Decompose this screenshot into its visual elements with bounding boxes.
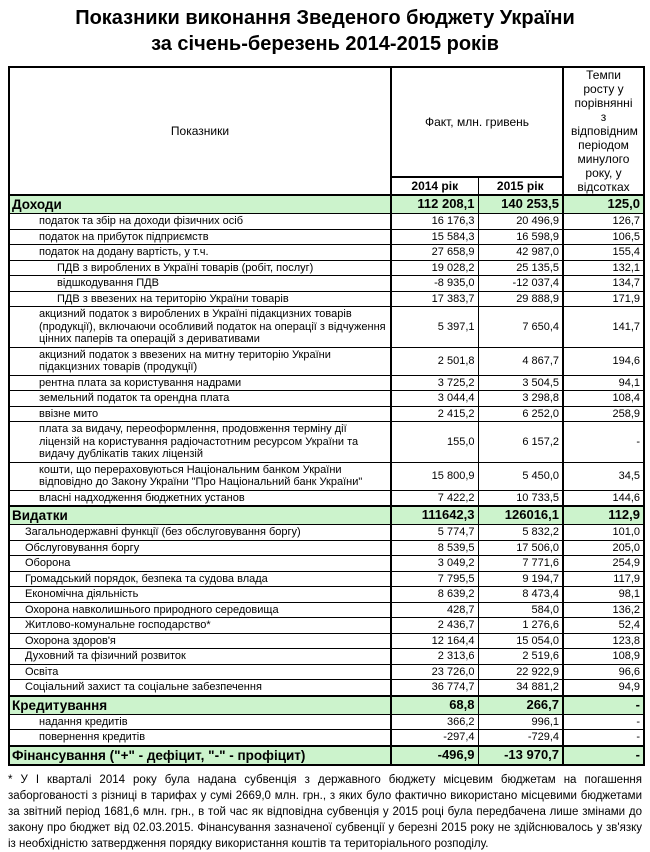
row-label: податок та збір на доходи фізичних осіб	[9, 214, 391, 230]
table-header	[9, 67, 644, 195]
table-row	[9, 375, 644, 391]
table-row	[9, 730, 644, 746]
row-value-2015: -729,4	[478, 730, 563, 746]
row-value-2015: -13 970,7	[478, 746, 563, 765]
row-growth: -	[563, 714, 644, 730]
row-growth: 254,9	[563, 556, 644, 572]
row-label: власні надходження бюджетних установ	[9, 490, 391, 506]
table-row	[9, 664, 644, 680]
row-label: повернення кредитів	[9, 730, 391, 746]
row-value-2014: -496,9	[391, 746, 478, 765]
table-row	[9, 195, 644, 214]
budget-table	[8, 66, 645, 766]
row-value-2014: 8 539,5	[391, 540, 478, 556]
row-value-2015: 5 450,0	[478, 462, 563, 490]
row-value-2014: 366,2	[391, 714, 478, 730]
table-row	[9, 506, 644, 525]
row-growth: 94,1	[563, 375, 644, 391]
table-row	[9, 746, 644, 765]
table-row	[9, 633, 644, 649]
row-growth: 52,4	[563, 618, 644, 634]
row-value-2014: 2 436,7	[391, 618, 478, 634]
row-value-2014: 155,0	[391, 422, 478, 463]
row-value-2015: 584,0	[478, 602, 563, 618]
table-row	[9, 462, 644, 490]
row-value-2015: 7 771,6	[478, 556, 563, 572]
row-value-2015: 42 987,0	[478, 245, 563, 261]
row-label: ПДВ з вироблених в Україні товарів (робіт, послуг)	[9, 260, 391, 276]
row-value-2014: 3 725,2	[391, 375, 478, 391]
row-value-2015: 3 298,8	[478, 391, 563, 407]
table-row	[9, 260, 644, 276]
row-value-2014: -297,4	[391, 730, 478, 746]
row-growth: 134,7	[563, 276, 644, 292]
row-growth: 98,1	[563, 587, 644, 603]
row-growth: 96,6	[563, 664, 644, 680]
row-label: Загальнодержавні функції (без обслуговування боргу)	[9, 525, 391, 541]
table-row	[9, 245, 644, 261]
table-row	[9, 680, 644, 696]
row-value-2014: 5 397,1	[391, 307, 478, 348]
row-value-2015: 25 135,5	[478, 260, 563, 276]
table-row	[9, 291, 644, 307]
row-label: акцизний податок з вироблених в Україні підакцизних товарів (продукції), включаючи особливий податок на операції з відчуження цінних паперів та операцій з деривативами	[9, 307, 391, 348]
row-value-2015: 29 888,9	[478, 291, 563, 307]
row-value-2015: 15 054,0	[478, 633, 563, 649]
row-growth: 101,0	[563, 525, 644, 541]
table-row	[9, 490, 644, 506]
row-label: Фінансування ("+" - дефіцит, "-" - профіцит)	[9, 746, 391, 765]
row-growth: 117,9	[563, 571, 644, 587]
row-value-2014: 15 584,3	[391, 229, 478, 245]
row-label: рентна плата за користування надрами	[9, 375, 391, 391]
table-row	[9, 714, 644, 730]
table-row	[9, 696, 644, 715]
row-label: відшкодування ПДВ	[9, 276, 391, 292]
table-row	[9, 525, 644, 541]
row-growth: 258,9	[563, 406, 644, 422]
row-label: податок на прибуток підприємств	[9, 229, 391, 245]
table-row	[9, 602, 644, 618]
row-value-2014: 27 658,9	[391, 245, 478, 261]
row-label: Кредитування	[9, 696, 391, 715]
row-growth: 171,9	[563, 291, 644, 307]
row-label: Житлово-комунальне господарство*	[9, 618, 391, 634]
row-label: Соціальний захист та соціальне забезпечення	[9, 680, 391, 696]
row-growth: 126,7	[563, 214, 644, 230]
row-label: податок на додану вартість, у т.ч.	[9, 245, 391, 261]
row-growth: 194,6	[563, 347, 644, 375]
row-value-2015: 996,1	[478, 714, 563, 730]
row-value-2014: 428,7	[391, 602, 478, 618]
row-value-2015: 3 504,5	[478, 375, 563, 391]
row-value-2014: 112 208,1	[391, 195, 478, 214]
table-row	[9, 347, 644, 375]
row-label: Видатки	[9, 506, 391, 525]
row-label: ввізне мито	[9, 406, 391, 422]
row-value-2014: 23 726,0	[391, 664, 478, 680]
row-growth: 108,9	[563, 649, 644, 665]
row-growth: 106,5	[563, 229, 644, 245]
header-year-2014: 2014 рік	[391, 177, 478, 195]
row-value-2014: 3 049,2	[391, 556, 478, 572]
row-value-2015: 8 473,4	[478, 587, 563, 603]
row-value-2015: 1 276,6	[478, 618, 563, 634]
row-value-2014: 2 415,2	[391, 406, 478, 422]
row-label: ПДВ з ввезених на територію України товарів	[9, 291, 391, 307]
row-value-2014: 7 422,2	[391, 490, 478, 506]
row-growth: 205,0	[563, 540, 644, 556]
row-label: Економічна діяльність	[9, 587, 391, 603]
header-year-2015: 2015 рік	[478, 177, 563, 195]
row-value-2015: 22 922,9	[478, 664, 563, 680]
table-row	[9, 540, 644, 556]
row-value-2015: 16 598,9	[478, 229, 563, 245]
row-value-2014: 7 795,5	[391, 571, 478, 587]
row-value-2014: 111642,3	[391, 506, 478, 525]
row-value-2015: 140 253,5	[478, 195, 563, 214]
row-growth: 123,8	[563, 633, 644, 649]
table-row	[9, 618, 644, 634]
row-label: земельний податок та орендна плата	[9, 391, 391, 407]
row-growth: 136,2	[563, 602, 644, 618]
table-row	[9, 276, 644, 292]
row-growth: 141,7	[563, 307, 644, 348]
row-value-2015: 20 496,9	[478, 214, 563, 230]
table-row	[9, 649, 644, 665]
table-row	[9, 307, 644, 348]
row-growth: -	[563, 730, 644, 746]
row-value-2015: 17 506,0	[478, 540, 563, 556]
page-title-line1: Показники виконання Зведеного бюджету України	[75, 7, 575, 29]
footnote-text: * У І кварталі 2014 року була надана субвенція з державного бюджету місцевим бюджетам на погашення заборгованості з різниці в тарифах у сумі 2669,0 млн. грн., з яких було фактично використано місцевими бюджетами за звітний період 1681,6 млн. грн., в той час як відповідна субвенція у 2015 році була передбачена лише змінами до закону про бюджет від 02.03.2015. Фінансування зазначеної субвенції у березні 2015 року не здійснювалось у зв'язку із необхідністю затвердження порядку використання коштів та територіального розподілу.	[8, 773, 642, 850]
row-value-2015: 10 733,5	[478, 490, 563, 506]
row-value-2015: 126016,1	[478, 506, 563, 525]
row-value-2014: 8 639,2	[391, 587, 478, 603]
page-title-line2: за січень-березень 2014-2015 років	[151, 33, 499, 55]
header-row-main	[9, 67, 644, 177]
row-value-2014: 15 800,9	[391, 462, 478, 490]
row-label: акцизний податок з ввезених на митну територію України підакцизних товарів (продукції)	[9, 347, 391, 375]
row-growth: -	[563, 746, 644, 765]
table-row	[9, 229, 644, 245]
row-value-2014: 2 313,6	[391, 649, 478, 665]
row-growth: 125,0	[563, 195, 644, 214]
row-value-2014: -8 935,0	[391, 276, 478, 292]
table-row	[9, 556, 644, 572]
row-value-2014: 12 164,4	[391, 633, 478, 649]
row-growth: 155,4	[563, 245, 644, 261]
row-growth: -	[563, 422, 644, 463]
row-label: Доходи	[9, 195, 391, 214]
table-row	[9, 571, 644, 587]
table-row	[9, 406, 644, 422]
row-growth: 108,4	[563, 391, 644, 407]
row-growth: 112,9	[563, 506, 644, 525]
page-title	[0, 0, 650, 57]
row-label: надання кредитів	[9, 714, 391, 730]
row-value-2015: 4 867,7	[478, 347, 563, 375]
row-value-2014: 36 774,7	[391, 680, 478, 696]
row-value-2014: 19 028,2	[391, 260, 478, 276]
row-value-2014: 3 044,4	[391, 391, 478, 407]
table-row	[9, 214, 644, 230]
row-growth: 94,9	[563, 680, 644, 696]
row-label: Оборона	[9, 556, 391, 572]
row-label: Громадський порядок, безпека та судова влада	[9, 571, 391, 587]
row-label: плата за видачу, переоформлення, продовження терміну дії ліцензій на користування радіочастотним ресурсом України та видачу дублікатів таких ліцензій	[9, 422, 391, 463]
header-indicators: Показники	[9, 67, 391, 195]
table-body	[9, 195, 644, 765]
header-fact: Факт, млн. гривень	[391, 67, 563, 177]
row-value-2014: 5 774,7	[391, 525, 478, 541]
table-row	[9, 422, 644, 463]
row-label: Духовний та фізичний розвиток	[9, 649, 391, 665]
row-value-2015: 34 881,2	[478, 680, 563, 696]
row-value-2015: 2 519,6	[478, 649, 563, 665]
row-value-2014: 17 383,7	[391, 291, 478, 307]
row-value-2015: 266,7	[478, 696, 563, 715]
row-label: Обслуговування боргу	[9, 540, 391, 556]
row-label: Охорона здоров'я	[9, 633, 391, 649]
row-value-2015: 5 832,2	[478, 525, 563, 541]
row-label: Освіта	[9, 664, 391, 680]
row-value-2015: 6 157,2	[478, 422, 563, 463]
row-growth: 34,5	[563, 462, 644, 490]
row-value-2015: 7 650,4	[478, 307, 563, 348]
row-value-2014: 2 501,8	[391, 347, 478, 375]
row-growth: 132,1	[563, 260, 644, 276]
row-value-2015: -12 037,4	[478, 276, 563, 292]
header-growth: Темпи росту у порівнянні з відповідним періодом минулого року, у відсотках	[563, 67, 644, 195]
row-value-2014: 16 176,3	[391, 214, 478, 230]
row-growth: 144,6	[563, 490, 644, 506]
table-row	[9, 391, 644, 407]
row-label: Охорона навколишнього природного середовища	[9, 602, 391, 618]
row-label: кошти, що перераховуються Національним банком України відповідно до Закону України "Про Національний банк України"	[9, 462, 391, 490]
row-growth: -	[563, 696, 644, 715]
row-value-2014: 68,8	[391, 696, 478, 715]
table-row	[9, 587, 644, 603]
row-value-2015: 9 194,7	[478, 571, 563, 587]
row-value-2015: 6 252,0	[478, 406, 563, 422]
